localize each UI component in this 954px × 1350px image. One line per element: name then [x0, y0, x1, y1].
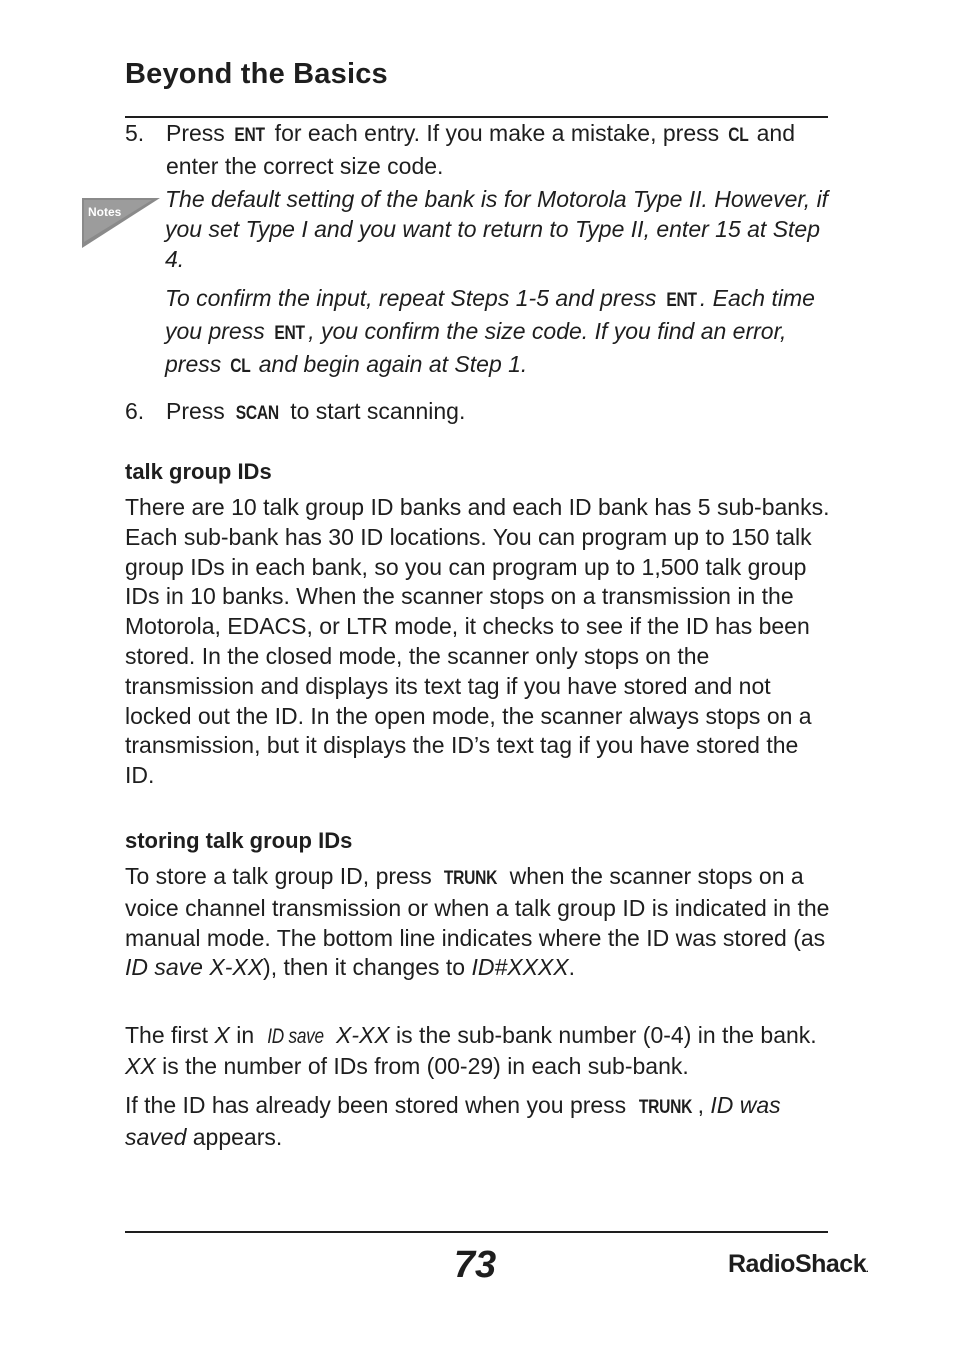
text-run: Press	[166, 120, 232, 146]
key-ent: ENT	[666, 290, 697, 311]
text-run: . Each time you press	[165, 285, 815, 344]
key-cl: CL	[229, 356, 251, 377]
storing-paragraph-1	[125, 862, 830, 983]
text-run: is the number of IDs from (00-29) in each sub-bank.	[155, 1052, 689, 1079]
key-scan: SCAN	[235, 403, 280, 424]
text-run: when the scanner stops on a voice channel transmission or when a talk group ID is indicated in the manual mode. The bottom line indicates where the ID was stored (as	[125, 863, 830, 951]
brand-mark: .	[866, 1264, 869, 1274]
key-cl: CL	[727, 125, 749, 146]
page-title: Beyond the Basics	[125, 58, 388, 90]
display-text: ID save X-XX	[125, 954, 264, 981]
display-text-condensed: ID save	[266, 1025, 324, 1048]
text-run: appears.	[186, 1123, 283, 1150]
text-run: The first	[125, 1022, 215, 1048]
key-trunk: TRUNK	[444, 868, 498, 889]
step-number: 5.	[125, 120, 145, 146]
text-run: is the sub-bank number (0-4) in the bank.	[389, 1022, 817, 1048]
text-run: .	[568, 954, 575, 981]
text-run: and enter the correct size code.	[166, 120, 796, 179]
text-run: Press	[166, 398, 232, 424]
brand-logo	[728, 1250, 868, 1279]
storing-paragraph-2	[125, 1021, 830, 1082]
notes-icon-label: Notes	[88, 205, 122, 219]
key-ent: ENT	[274, 323, 305, 344]
text-run: , you confirm the size code. If you find an error, press	[165, 318, 787, 377]
step-text	[166, 118, 828, 181]
step-number: 6.	[125, 398, 145, 424]
text-run: If the ID has already been stored when you press	[125, 1092, 633, 1118]
brand-name: RadioShack	[728, 1250, 867, 1278]
text-run: To store a talk group ID, press	[125, 863, 439, 889]
text-run: To confirm the input, repeat Steps 1-5 and press	[165, 285, 663, 311]
display-text: X	[214, 1022, 230, 1048]
text-run: to start scanning.	[283, 398, 466, 424]
talk-group-paragraph: There are 10 talk group ID banks and each ID bank has 5 sub-banks. Each sub-bank has 30 ID locations. You can program up to 150 talk group IDs in each bank, so you can program up to 1,500 talk group IDs in 10 banks. When the scanner stops on a transmission in the Motorola, EDACS, or LTR mode, it checks to see if the ID has been stored. In the closed mode, the scanner only stops on the transmission and displays its text tag if you have stored and not locked out the ID. In the open mode, the scanner always stops on a transmission, but it displays the ID’s text tag if you have stored the ID.	[125, 494, 830, 789]
display-text: XX	[125, 1052, 156, 1079]
display-text: ID#XXXX	[471, 954, 569, 981]
display-text: X-XX	[329, 1022, 390, 1048]
step-text	[166, 396, 828, 429]
note-confirm-input	[165, 283, 830, 382]
text-run: ), then it changes to	[263, 954, 472, 981]
display-text: ID was saved	[125, 1092, 781, 1150]
page-number: 73	[453, 1244, 497, 1286]
notes-icon	[82, 198, 160, 248]
step-5	[125, 118, 828, 181]
section-heading-talk-group-ids: talk group IDs	[125, 459, 272, 484]
section-heading-storing-talk-group-ids: storing talk group IDs	[125, 828, 353, 853]
key-trunk: TRUNK	[638, 1097, 692, 1118]
key-ent: ENT	[234, 125, 265, 146]
storing-paragraph-3	[125, 1091, 830, 1153]
step-6	[125, 396, 828, 429]
text-run: and begin again at Step 1.	[252, 351, 528, 377]
text-run: for each entry. If you make a mistake, press	[268, 120, 726, 146]
text-run: in	[229, 1022, 261, 1048]
footer-divider	[125, 1231, 828, 1233]
note-type-default: The default setting of the bank is for Motorola Type II. However, if you set Type I and you want to return to Type II, enter 15 at Step 4.	[165, 186, 829, 272]
text-run: ,	[697, 1092, 711, 1118]
